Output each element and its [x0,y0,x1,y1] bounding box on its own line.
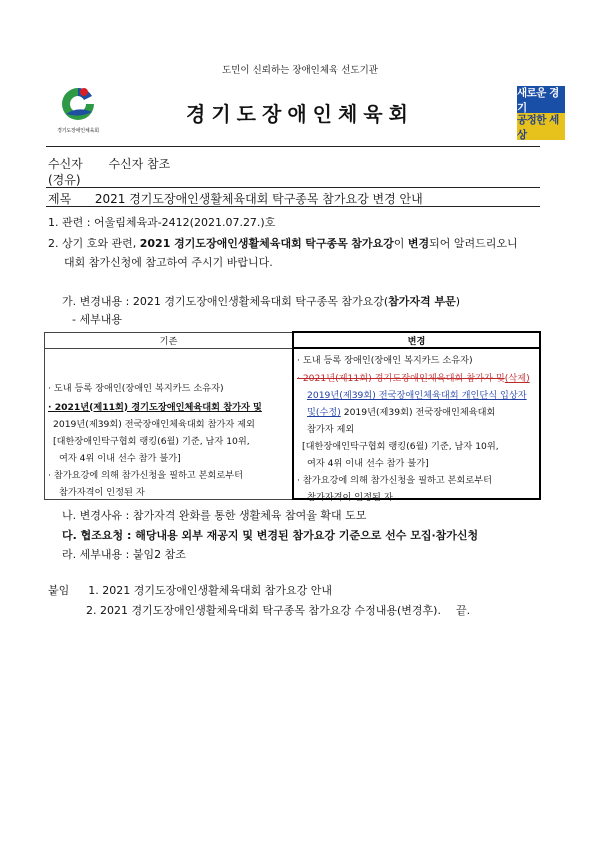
after-line: 참가자격이 인정된 자 [307,492,393,503]
item2-bold-event: 2021 경기도장애인생활체육대회 [139,237,302,250]
item2-bold-guideline: 참가요강 [351,237,394,250]
column-header-after: 변경 [293,332,540,348]
attachment-text-1: 1. 2021 경기도장애인생활체육대회 참가요강 안내 [88,584,333,597]
body-item-2-line2: 대회 참가신청에 참고하여 주시기 바랍니다. [64,256,273,269]
logo-caption: 경기도장애인체육회 [57,128,99,134]
revised-marker: 및(수정) [307,407,341,418]
header-divider [46,146,540,147]
recipient-line [48,155,170,172]
before-line: 참가자격이 인정된 자 [59,486,145,498]
after-line: · 도내 등록 장애인(장애인 복지카드 소유자) [297,355,473,366]
recipient-label: 수신자 [48,157,83,171]
item2-text-mid: 이 [393,237,408,250]
body-item-2 [48,235,518,251]
column-header-before: 기존 [45,332,294,348]
deleted-marker: (삭제) [504,373,530,384]
after-cell [293,348,540,503]
document-end-mark: 끝. [455,604,471,617]
detail-heading: - 세부내용 [72,313,122,326]
slogan-badge [517,86,565,140]
item2-bold-change: 변경 [407,237,430,250]
item2-text-post: 되어 알려드리오니 [429,237,518,250]
before-line: · 참가요강에 의해 참가신청을 필하고 본회로부터 [48,469,244,481]
after-line-revised: 2019년(제39회) 전국장애인체육대회 개인단식 입상자 [307,390,527,401]
subject-label: 제목 [48,192,72,206]
attachment-item-1 [48,582,332,598]
body-item-1: 1. 관련 : 어울림체육과-2412(2021.07.27.)호 [48,216,276,229]
item2-bold-sport: 탁구종목 [305,237,348,250]
change-reason: 나. 변경사유 : 참가자격 완화를 통한 생활체육 참여율 확대 도모 [62,509,367,522]
subject-divider [46,206,540,207]
slogan-badge-top: 새로운 경기 [517,86,565,113]
attachment-item-2 [86,602,470,618]
organization-motto: 도민이 신뢰하는 장애인체육 선도기관 [222,65,378,76]
before-cell [45,348,294,499]
cooperation-text: 해당내용 외부 재공지 및 변경된 참가요강 기준으로 선수 모집·참가신청 [135,529,479,542]
before-line: [대한장애인탁구협회 랭킹(6월) 기준, 남자 10위, [53,435,250,447]
before-line: · 도내 등록 장애인(장애인 복지카드 소유자) [48,382,224,394]
before-line: 여자 4위 이내 선수 참가 불가] [59,452,181,464]
organization-logo-icon [58,84,98,124]
slogan-badge-bottom: 공정한 세상 [517,113,565,140]
after-line-deleted [297,370,530,384]
after-line-revised-2 [307,404,495,418]
subject-line [48,190,423,207]
recipient-divider [46,187,540,188]
deleted-text: · 2021년(제11회) 경기도장애인체육대회 참가자 및 [297,373,505,384]
change-content-close: ) [455,295,461,308]
cooperation-label: 다. 협조요청 : [62,529,136,542]
after-line: · 참가요강에 의해 참가신청을 필하고 본회로부터 [297,475,493,486]
before-line: 2019년(제39회) 전국장애인체육대회 참가자 제외 [53,418,255,430]
attachment-label: 붙임 [48,584,70,597]
comparison-table [44,331,541,503]
recipient-value: 수신자 참조 [108,157,171,171]
organization-title: 경기도장애인체육회 [186,102,414,126]
cooperation-request [62,527,478,543]
after-line: [대한장애인탁구협회 랭킹(6월) 기준, 남자 10위, [302,441,499,452]
after-line: 참가자 제외 [307,424,355,435]
revised-rest: 2019년(제39회) 전국장애인체육대회 [340,407,496,418]
after-line: 여자 4위 이내 선수 참가 불가] [307,458,429,469]
before-line: · 2021년(제11회) 경기도장애인체육대회 참가자 및 [48,401,262,413]
subject-text: 2021 경기도장애인생활체육대회 탁구종목 참가요강 변경 안내 [94,192,423,206]
recipient-via: (경유) [48,173,81,187]
change-content-bold: 참가자격 부문 [388,295,456,308]
item2-text: 2. 상기 호와 관련, [48,237,140,250]
change-content-text: 가. 변경내용 : 2021 경기도장애인생활체육대회 탁구종목 참가요강( [62,295,389,308]
detail-reference: 라. 세부내용 : 붙임2 참조 [62,548,186,561]
change-content-heading [62,293,460,309]
attachment-text-2: 2. 2021 경기도장애인생활체육대회 탁구종목 참가요강 수정내용(변경후). [86,604,441,617]
